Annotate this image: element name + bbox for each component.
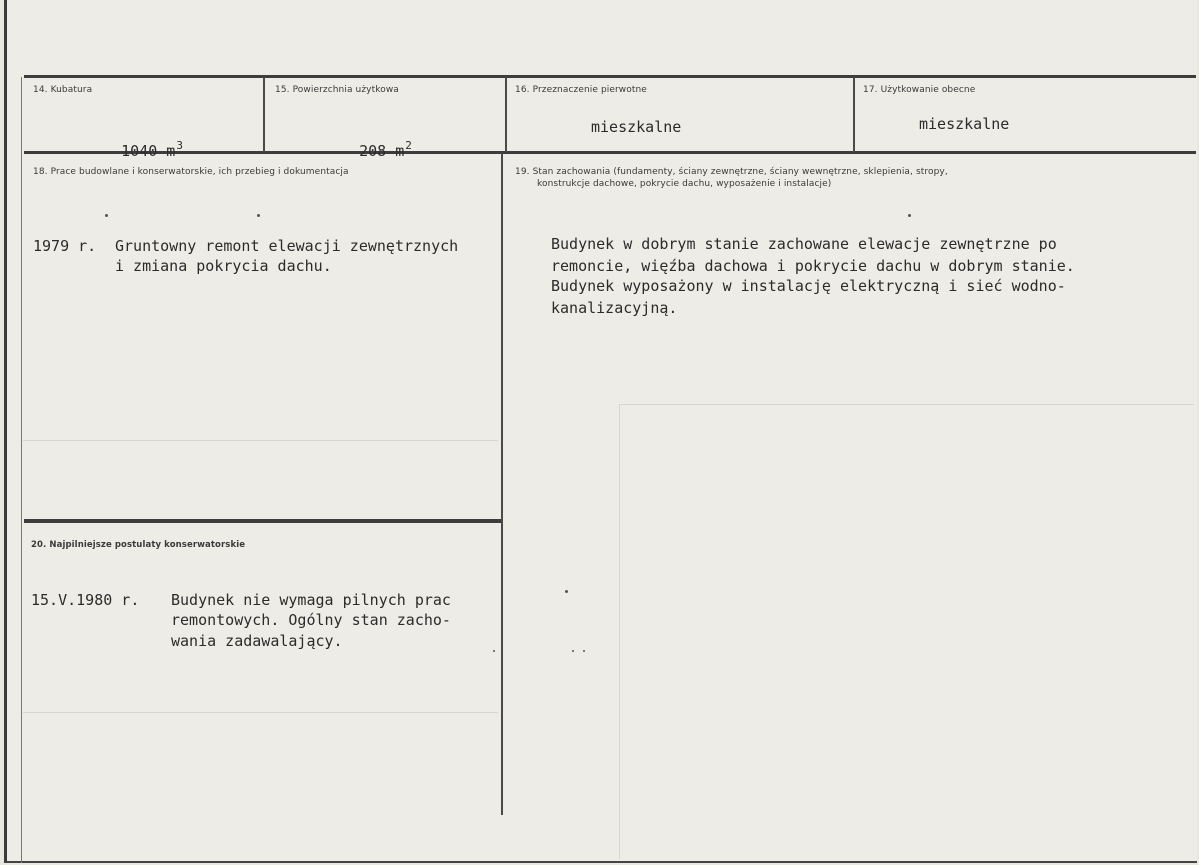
bleed-line — [619, 404, 1194, 405]
volume-unit: m — [166, 142, 176, 160]
divider-main — [501, 153, 503, 815]
field-14-label: 14. Kubatura — [33, 85, 93, 95]
ink-speck — [572, 650, 574, 652]
field20-rule — [24, 519, 502, 523]
field-18-line-1: Gruntowny remont elewacji zewnętrznych — [115, 237, 459, 255]
area-number: 208 — [359, 142, 387, 160]
area-unit: m — [395, 142, 405, 160]
divider-16-17 — [853, 77, 855, 152]
field-16-value: mieszkalne — [591, 118, 682, 136]
volume-number: 1040 — [121, 142, 158, 160]
field-17-value: mieszkalne — [919, 115, 1010, 133]
ink-speck — [493, 650, 495, 652]
field-19-line-3: Budynek wyposażony w instalację elektryczną i sieć wodno- — [551, 277, 1066, 295]
ink-speck — [565, 590, 568, 593]
ink-speck — [105, 214, 108, 217]
field-15-label: 15. Powierzchnia użytkowa — [275, 85, 399, 95]
field-19-line-1: Budynek w dobrym stanie zachowane elewacje zewnętrzne po — [551, 235, 1057, 253]
field-16-label: 16. Przeznaczenie pierwotne — [515, 85, 647, 95]
field-19-line-4: kanalizacyjną. — [551, 299, 678, 317]
field-20-line-2: remontowych. Ogólny stan zacho- — [171, 611, 451, 629]
bleed-line — [23, 440, 498, 441]
field-19-label-line-2: konstrukcje dachowe, pokrycie dachu, wyposażenie i instalacje) — [537, 179, 832, 189]
record-card — [4, 0, 1197, 863]
field-19-line-2: remoncie, więźba dachowa i pokrycie dachu w dobrym stanie. — [551, 257, 1075, 275]
bleed-line — [23, 712, 498, 713]
field-20-date: 15.V.1980 r. — [31, 591, 140, 609]
field-20-line-1: Budynek nie wymaga pilnych prac — [171, 591, 451, 609]
field-20-label: 20. Najpilniejsze postulaty konserwatorskie — [31, 540, 246, 550]
bleed-line — [619, 404, 620, 859]
left-border — [21, 77, 22, 863]
ink-speck — [908, 214, 911, 217]
divider-15-16 — [505, 77, 507, 152]
ink-speck — [583, 650, 585, 652]
ink-speck — [257, 214, 260, 217]
volume-exponent: 3 — [176, 139, 183, 152]
field-18-line-2: i zmiana pokrycia dachu. — [115, 257, 332, 275]
field-17-label: 17. Użytkowanie obecne — [863, 85, 976, 95]
field-18-label: 18. Prace budowlane i konserwatorskie, ich przebieg i dokumentacja — [33, 167, 349, 177]
field-20-line-3: wania zadawalający. — [171, 632, 343, 650]
field-18-year: 1979 r. — [33, 237, 97, 255]
area-exponent: 2 — [405, 139, 412, 152]
top-rule — [24, 75, 1196, 78]
divider-14-15 — [263, 77, 265, 152]
row2-rule — [24, 151, 1196, 154]
field-19-label-line-1: 19. Stan zachowania (fundamenty, ściany zewnętrzne, ściany wewnętrzne, sklepienia, stropy, — [515, 167, 948, 177]
